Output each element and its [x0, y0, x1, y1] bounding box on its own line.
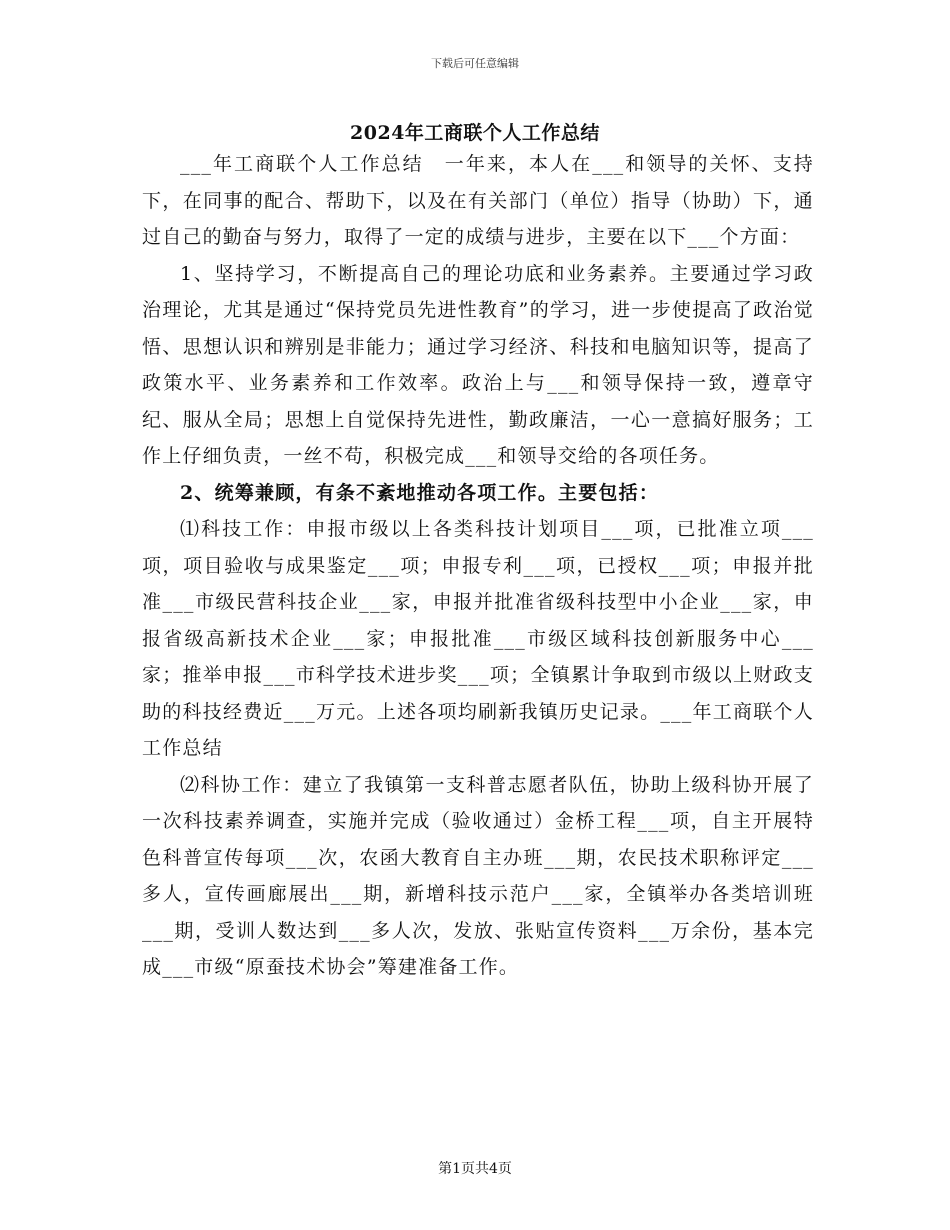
paragraph-study: 1、坚持学习，不断提高自己的理论功底和业务素养。主要通过学习政治理论，尤其是通过“保持党员先进性教育”的学习，进一步使提高了政治觉悟、思想认识和辨别是非能力；通过学习经济、科技和电脑知识等，提高了政策水平、业务素养和工作效率。政治上与___和领导保持一致，遵章守纪、服从全局；思想上自觉保持先进性，勤政廉洁，一心一意搞好服务；工作上仔细负责，一丝不苟，积极完成___和领导交给的各项任务。: [142, 262, 814, 467]
paragraph-science-association: ⑵科协工作：建立了我镇第一支科普志愿者队伍，协助上级科协开展了一次科技素养调查，实施并完成（验收通过）金桥工程___项，自主开展特色科普宣传每项___次，农函大教育自主办班___期，农民技术职称评定___多人，宣传画廊展出___期，新增科技示范户___家，全镇举办各类培训班___期，受训人数达到___多人次，发放、张贴宣传资料___万余份，基本完成___市级“原蚕技术协会”筹建准备工作。: [142, 773, 814, 978]
header-note: 下载后可任意编辑: [431, 57, 519, 70]
page-footer: 第1页共4页: [438, 1161, 512, 1177]
paragraph-heading-work: 2、统筹兼顾，有条不紊地推动各项工作。主要包括：: [180, 481, 660, 504]
document-body: [142, 146, 814, 986]
document-title: 2024年工商联个人工作总结: [350, 122, 600, 144]
paragraph-tech-work: ⑴科技工作：申报市级以上各类科技计划项目___项，已批准立项___项，项目验收与成果鉴定___项；申报专利___项，已授权___项；申报并批准___市级民营科技企业___家，申报并批准省级科技型中小企业___家，申报省级高新技术企业___家；申报批准___市级区域科技创新服务中心___家；推举申报___市科学技术进步奖___项；全镇累计争取到市级以上财政支助的科技经费近___万元。上述各项均刷新我镇历史记录。___年工商联个人工作总结: [142, 518, 814, 759]
paragraph-intro: ___年工商联个人工作总结 一年来，本人在___和领导的关怀、支持下，在同事的配合、帮助下，以及在有关部门（单位）指导（协助）下，通过自己的勤奋与努力，取得了一定的成绩与进步，主要在以下___个方面：: [142, 153, 814, 248]
